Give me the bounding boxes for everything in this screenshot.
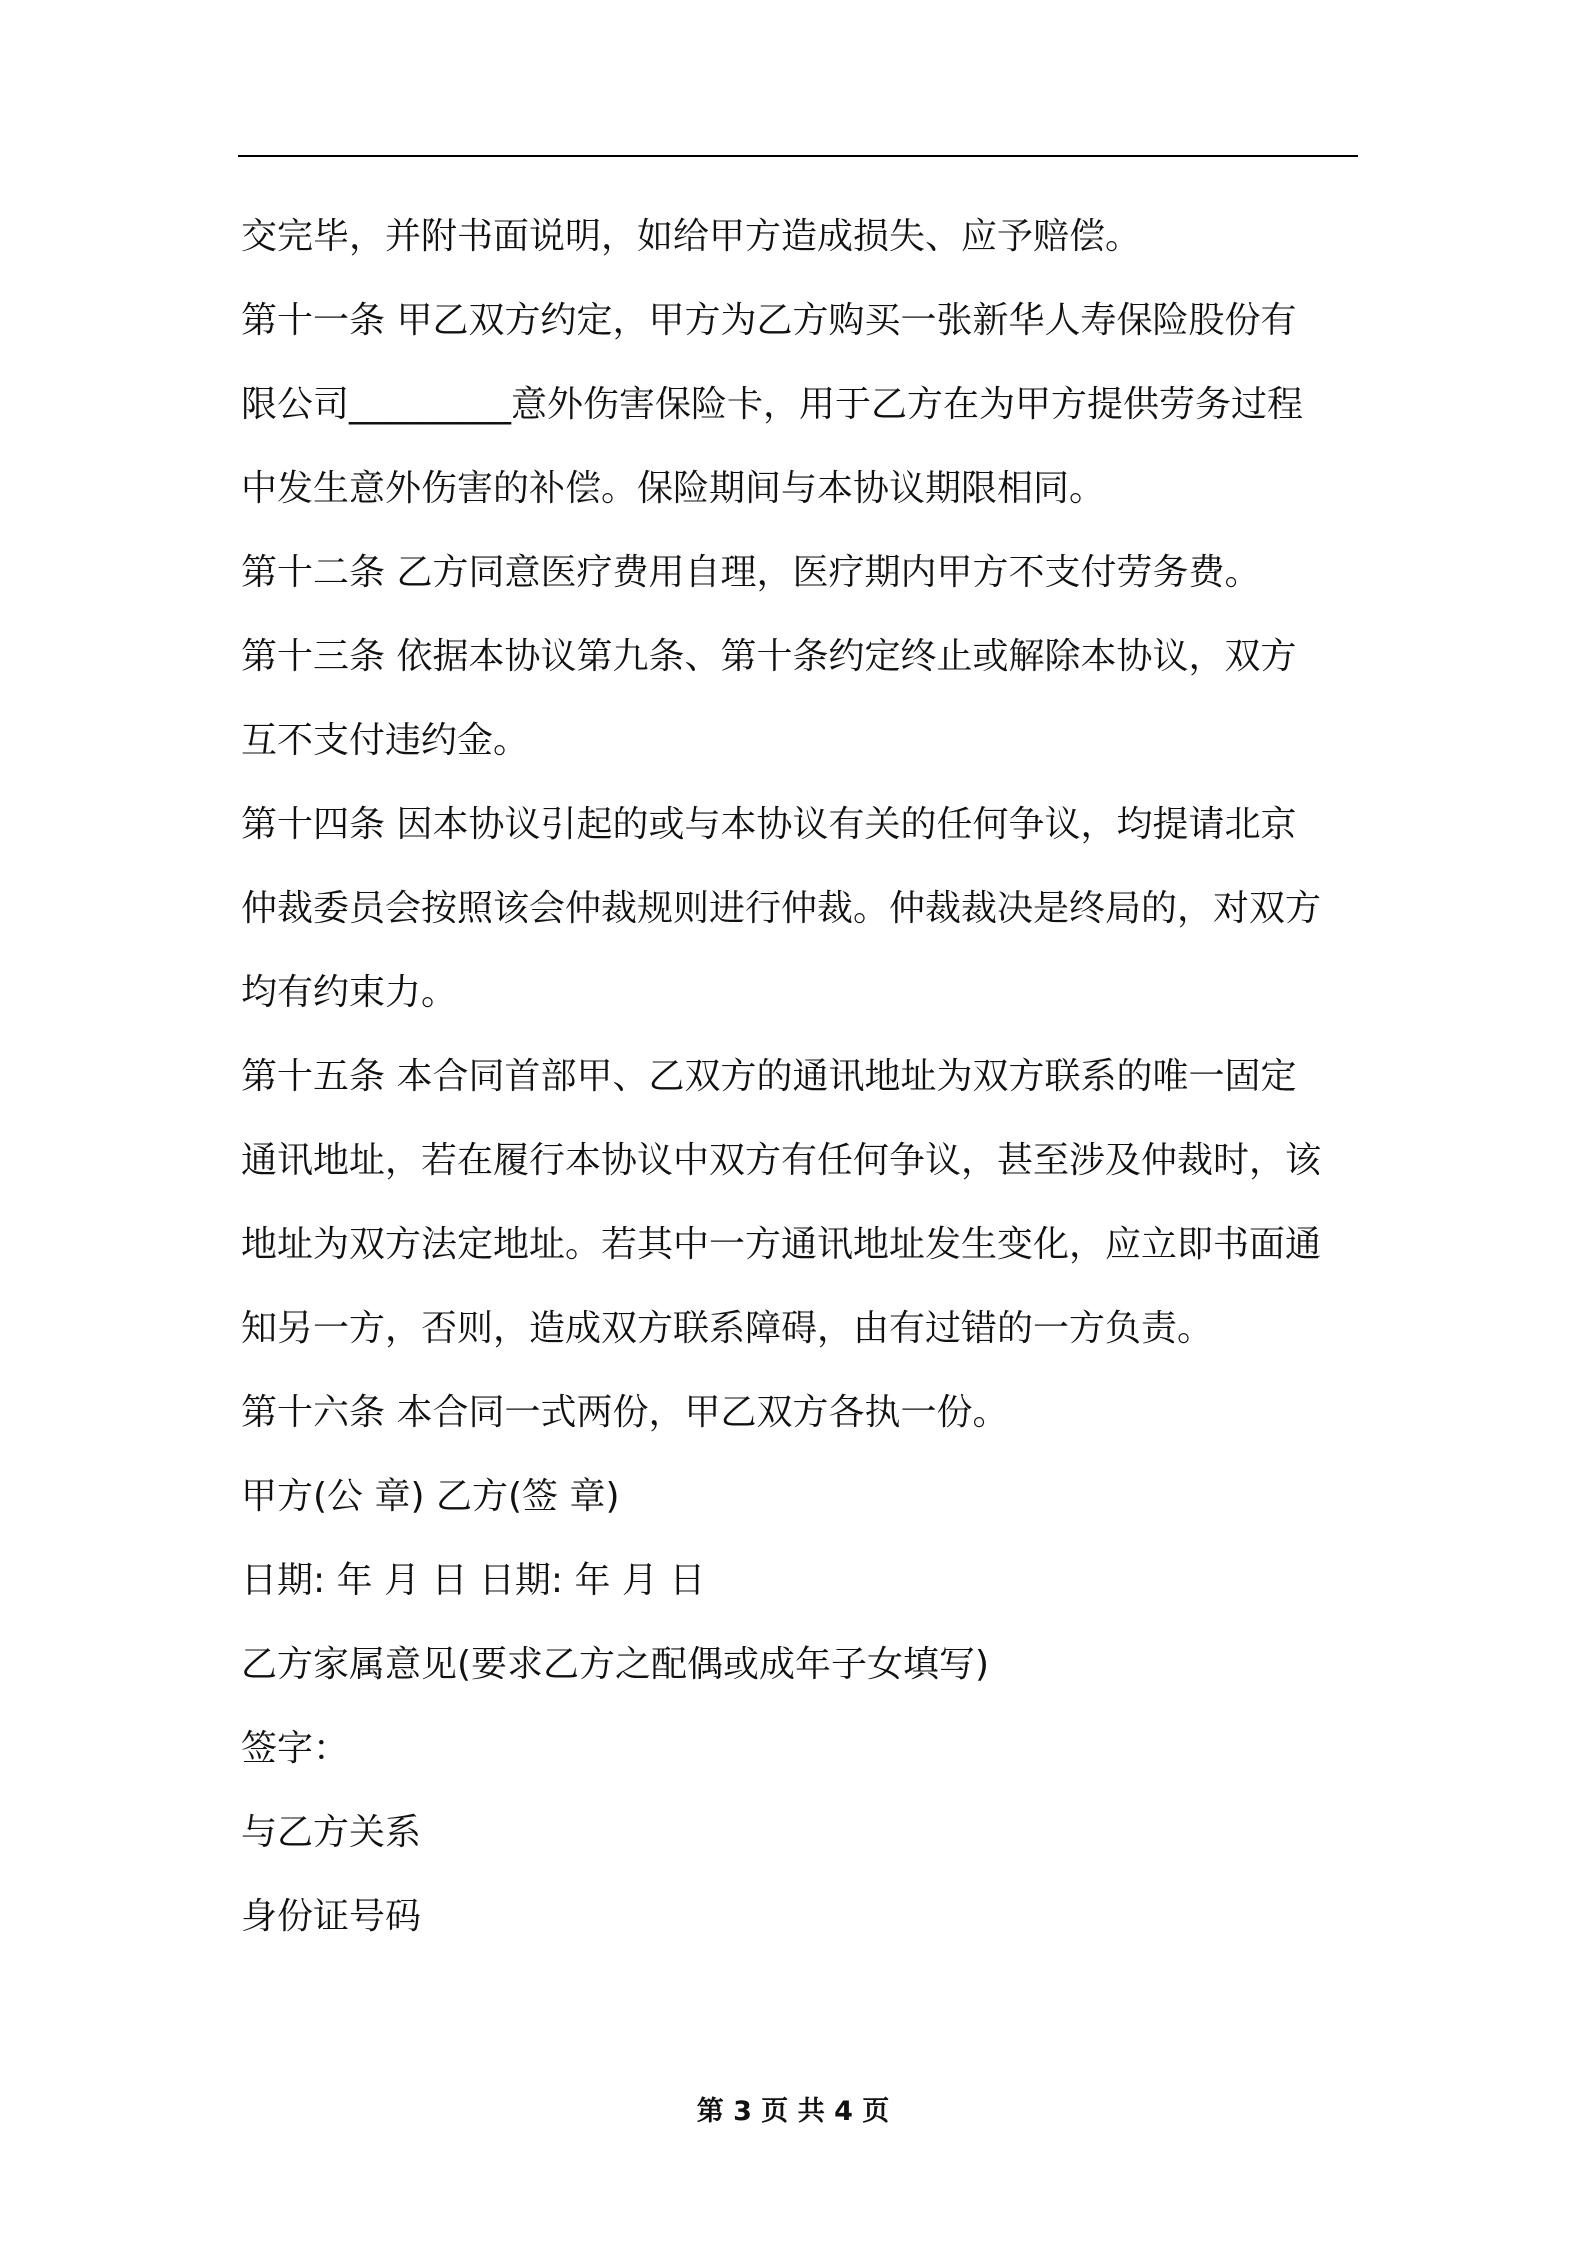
id-number-field-label: 身份证号码 bbox=[241, 1896, 422, 1937]
paragraph-line: 限公司_________意外伤害保险卡，用于乙方在为甲方提供劳务过程 bbox=[241, 384, 1304, 425]
paragraph-line: 第十二条 乙方同意医疗费用自理，医疗期内甲方不支付劳务费。 bbox=[241, 552, 1261, 593]
paragraph-line: 均有约束力。 bbox=[241, 972, 458, 1013]
paragraph-line: 中发生意外伤害的补偿。保险期间与本协议期限相同。 bbox=[241, 468, 1106, 509]
relationship-field-label: 与乙方关系 bbox=[241, 1812, 422, 1853]
signature-field-label: 签字： bbox=[241, 1728, 350, 1769]
page-number: 第 3 页 共 4 页 bbox=[696, 2096, 890, 2127]
paragraph-line: 互不支付违约金。 bbox=[241, 720, 530, 761]
paragraph-line: 交完毕，并附书面说明，如给甲方造成损失、应予赔偿。 bbox=[241, 216, 1142, 257]
date-line: 日期: 年 月 日 日期: 年 月 日 bbox=[241, 1560, 706, 1601]
paragraph-line: 地址为双方法定地址。若其中一方通讯地址发生变化，应立即书面通 bbox=[241, 1224, 1322, 1265]
document-body bbox=[241, 195, 1361, 1959]
paragraph-line: 第十三条 依据本协议第九条、第十条约定终止或解除本协议，双方 bbox=[241, 636, 1297, 677]
paragraph-line: 通讯地址，若在履行本协议中双方有任何争议，甚至涉及仲裁时，该 bbox=[241, 1140, 1322, 1181]
paragraph-line: 第十六条 本合同一式两份，甲乙双方各执一份。 bbox=[241, 1392, 1009, 1433]
signature-line: 甲方(公 章) 乙方(签 章) bbox=[241, 1476, 620, 1517]
paragraph-line: 第十一条 甲乙双方约定，甲方为乙方购买一张新华人寿保险股份有 bbox=[241, 300, 1297, 341]
paragraph-line: 第十五条 本合同首部甲、乙双方的通讯地址为双方联系的唯一固定 bbox=[241, 1056, 1297, 1097]
family-opinion-line: 乙方家属意见(要求乙方之配偶或成年子女填写) bbox=[241, 1644, 990, 1685]
paragraph-line: 第十四条 因本协议引起的或与本协议有关的任何争议，均提请北京 bbox=[241, 804, 1297, 845]
paragraph-line: 仲裁委员会按照该会仲裁规则进行仲裁。仲裁裁决是终局的，对双方 bbox=[241, 888, 1322, 929]
header-rule bbox=[238, 155, 1358, 157]
paragraph-line: 知另一方，否则，造成双方联系障碍，由有过错的一方负责。 bbox=[241, 1308, 1214, 1349]
